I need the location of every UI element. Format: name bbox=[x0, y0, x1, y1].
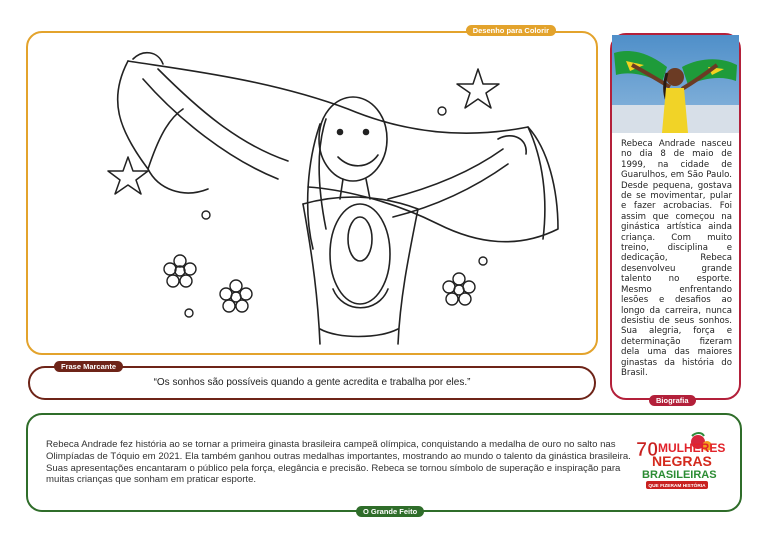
quote-label: Frase Marcante bbox=[54, 361, 123, 372]
feat-text: Rebeca Andrade fez história ao se tornar a primeira ginasta brasileira campeã olímpica, conquistando a medalha de ouro no salto nas Olimpíadas de Tóquio em 2021. Ela também ganhou outras medalhas importantes, mostrando ao mundo o talento da ginástica brasileira. Suas apresentações encantaram o público pela força, elegância e precisão. Rebeca se tornou símbolo de superação e inspiração para muitas crianças que sonham em praticar esporte. bbox=[46, 439, 631, 486]
logo-number: 70 bbox=[636, 439, 659, 461]
logo-line2: NEGRAS bbox=[652, 453, 712, 469]
coloring-drawing bbox=[88, 39, 568, 351]
logo-tagline: QUE FIZERAM HISTÓRIA bbox=[648, 484, 706, 490]
quote-text: “Os sonhos são possíveis quando a gente acredita e trabalha por eles.” bbox=[153, 377, 471, 388]
quote-panel bbox=[28, 362, 596, 400]
biography-panel bbox=[610, 33, 741, 400]
coloring-panel bbox=[26, 26, 598, 355]
athlete-photo bbox=[612, 35, 739, 133]
logo-line1: MULHERES bbox=[658, 441, 726, 455]
biography-text: Rebeca Andrade nasceu no dia 8 de maio de 1999, na cidade de Guarulhos, em São Paulo. Desde pequena, gostava de se movimentar, pular e fazer acrobacias. Foi assim que começou na ginástica artística ainda criança. Com muito treino, disciplina e dedicação, Rebeca desenvolveu grande talento no esporte. Mesmo enfrentando lesões e desafios ao longo da carreira, nunca desistiu de seus sonhos. Sua alegria, força e determinação fizeram dela uma das maiores ginastas da história do Brasil. bbox=[621, 139, 732, 378]
biography-label: Biografia bbox=[649, 395, 696, 406]
logo-line3: BRASILEIRAS bbox=[642, 469, 717, 481]
feat-label: O Grande Feito bbox=[356, 506, 424, 517]
coloring-label: Desenho para Colorir bbox=[466, 25, 556, 36]
project-logo bbox=[634, 432, 726, 494]
